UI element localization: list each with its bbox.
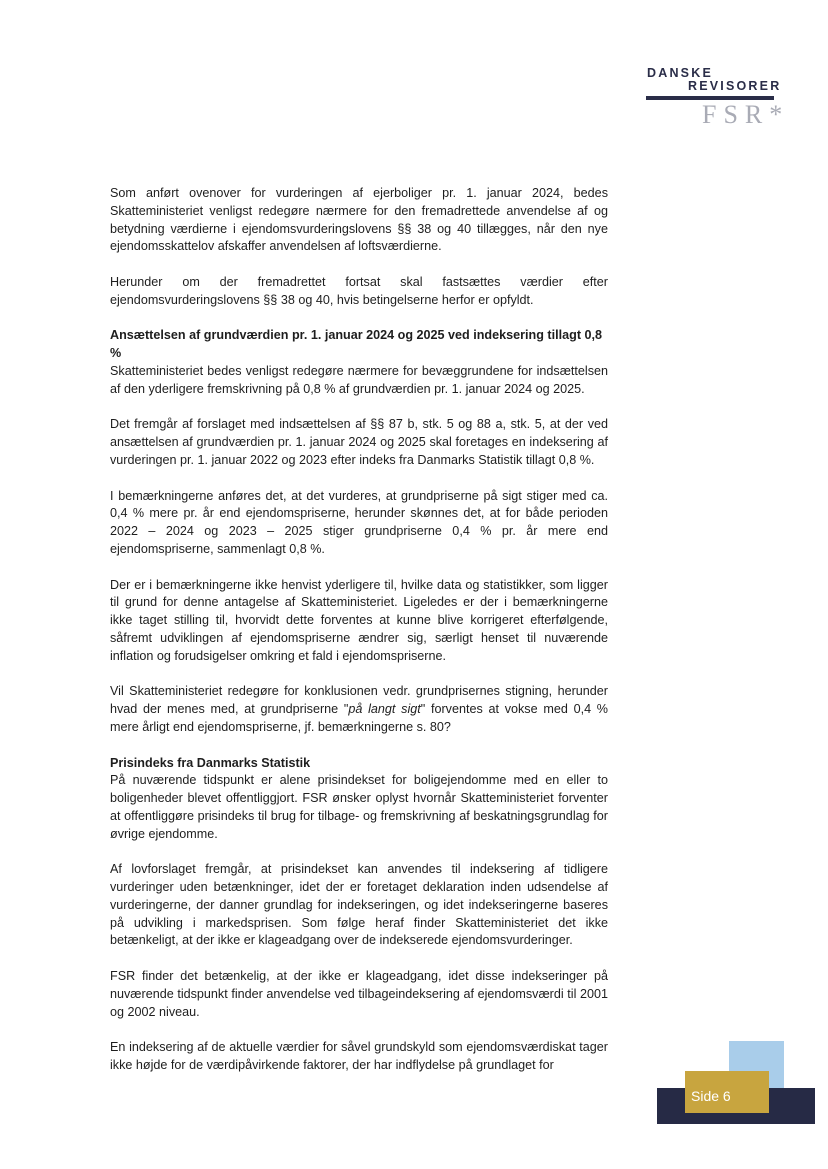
- body-paragraph: Herunder om der fremadrettet fortsat skal fastsættes værdier efter ejendomsvurderingslovens §§ 38 og 40, hvis betingelserne herfor er opfyldt.: [110, 274, 608, 307]
- body-paragraph: På nuværende tidspunkt er alene prisindekset for boligejendomme med en eller to boligenheder blevet offentliggjort. FSR ønsker oplyst hvornår Skatteministeriet forventer at offentliggøre prisindeks til brug for tilbage- og fremskrivning af beskatningsgrundlag for øvrige ejendomme.: [110, 773, 608, 841]
- logo-line-fsr: FSR*: [702, 100, 790, 129]
- section-heading: Prisindeks fra Danmarks Statistik: [110, 755, 311, 770]
- page-number: Side 6: [691, 1088, 731, 1104]
- body-paragraph: Som anført ovenover for vurderingen af ejerboliger pr. 1. januar 2024, bedes Skatteministeriet venligst redegøre nærmere for den fremadrettede anvendelse af og betydning værdierne i ejendomsvurderingslovens §§ 38 og 40 tillægges, når den nye ejendomsskattelov afskaffer anvendelsen af loftsværdierne.: [110, 186, 608, 254]
- paragraph-text: " forventes at vokse med 0,4 % mere årligt end ejendomspriserne, jf. bemærkningerne s. 80?: [110, 702, 609, 734]
- body-paragraph: [110, 683, 608, 736]
- emphasis-text: på langt sigt: [348, 702, 421, 717]
- body-paragraph: Af lovforslaget fremgår, at prisindekset kan anvendes til indeksering af tidligere vurderinger uden betænkninger, idet der er foretaget deklaration inden udsendelse af vurderingerne, der danner grundlag for indekseringen, og idet indekseringerne baseres på udvikling i markedsprisen. Som følge heraf finder Skatteministeriet det ikke betænkeligt, at der ikke er klageadgang over de indekserede ejendomsvurderinger.: [110, 862, 608, 948]
- body-paragraph: En indeksering af de aktuelle værdier for såvel grundskyld som ejendomsværdiskat tager ikke højde for de værdipåvirkende faktorer, der har indflydelse på grundlaget for: [110, 1040, 608, 1073]
- section-heading: Ansættelsen af grundværdien pr. 1. januar 2024 og 2025 ved indeksering tillagt 0,8 %: [110, 328, 603, 361]
- body-paragraph: FSR finder det betænkelig, at der ikke er klageadgang, idet disse indekseringer på nuværende tidspunkt finder anvendelse ved tilbageindeksering af ejendomsværdi til 2001 og 2002 niveau.: [110, 969, 608, 1019]
- logo-line-revisorer: REVISORER: [688, 79, 782, 93]
- logo-line-danske: DANSKE: [647, 66, 713, 80]
- page-number-badge: [685, 1071, 769, 1113]
- paragraph-text: Vil Skatteministeriet redegøre for konklusionen vedr. grundprisernes stigning, herunder hvad der menes med, at grundpriserne ": [110, 684, 608, 717]
- body-paragraph: I bemærkningerne anføres det, at det vurderes, at grundpriserne på sigt stiger med ca. 0,4 % mere pr. år end ejendomspriserne, herunder skønnes det, at for både perioden 2022 – 2024 og 2023 – 2025 stiger grundpriserne 0,4 % pr. år mere end ejendomspriserne, sammenlagt 0,8 %.: [110, 488, 608, 556]
- body-paragraph: Skatteministeriet bedes venligst redegøre nærmere for bevæggrundene for indsættelsen af den yderligere fremskrivning på 0,8 % af grundværdien pr. 1. januar 2024 og 2025.: [110, 363, 608, 396]
- body-paragraph: Der er i bemærkningerne ikke henvist yderligere til, hvilke data og statistikker, som ligger til grund for denne antagelse af Skatteministeriet. Ligeledes er der i bemærkningerne ikke taget stilling til, hvorvidt dette forventes at kunne blive korrigeret efterfølgende, såfremt udviklingen af ejendomspriserne ændrer sig, særligt henset til nuværende inflation og forudsigelser omkring et fald i ejendomspriserne.: [110, 577, 608, 663]
- body-paragraph: Det fremgår af forslaget med indsættelsen af §§ 87 b, stk. 5 og 88 a, stk. 5, at der ved ansættelsen af grundværdien pr. 1. januar 2024 og 2025 skal foretages en indeksering af vurderingen pr. 1. januar 2022 og 2023 efter indeks fra Danmarks Statistik tillagt 0,8 %.: [110, 417, 608, 467]
- letter-body: [110, 185, 608, 1075]
